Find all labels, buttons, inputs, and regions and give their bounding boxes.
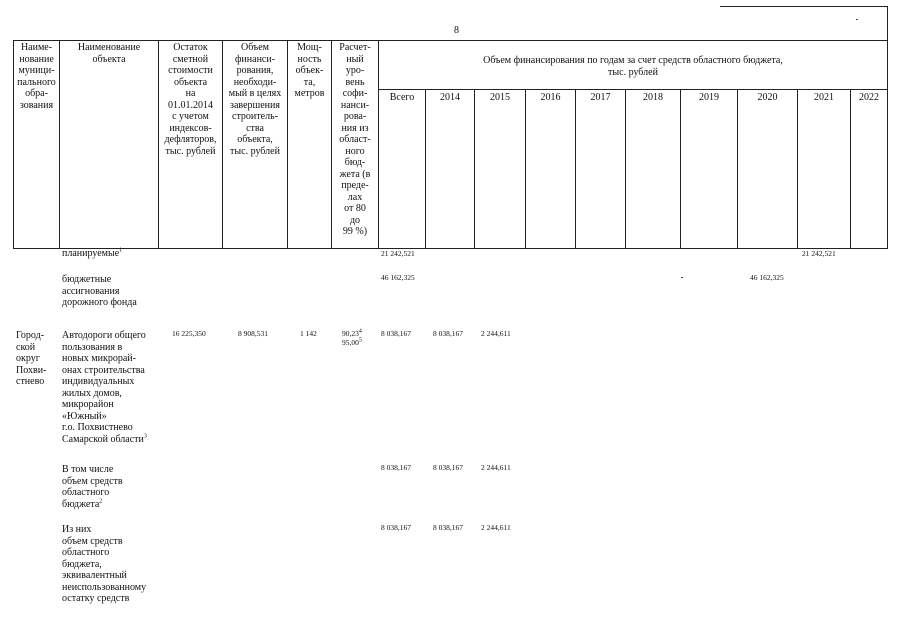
page-number: 8 — [454, 25, 459, 36]
header-capacity: Мощ- ность объек- та, метров — [294, 42, 325, 99]
scan-dot — [681, 277, 683, 278]
row-main-2014: 8 038,167 — [433, 329, 463, 338]
header-year-2020: 2020 — [757, 92, 778, 103]
header-municipality: Наиме- нование муници- пального обра- зования — [17, 42, 56, 111]
header-financing-title: Объем финансирования по годам за счет средств областного бюджета, тыс. рублей — [483, 55, 783, 78]
row-planned-label: планируемые$^1$ — [62, 247, 123, 259]
col-line — [737, 89, 738, 249]
header-year-2022: 2022 — [859, 92, 879, 103]
row-main-remaining: 16 225,350 — [172, 329, 206, 338]
header-year-2014: 2014 — [440, 92, 460, 103]
col-line — [680, 89, 681, 249]
table-right-border — [887, 6, 888, 249]
row-of-them-total: 8 038,167 — [381, 523, 411, 532]
header-level: Расчет- ный уро- вень софи- нанси- рова- ния из област- ного бюд- жета (в преде- лах от 80 до 99 %) — [339, 42, 371, 237]
row-main-object-name: Автодороги общего пользования в новых микрорай- онах строительства индивидуальных жилых домов, микрорайон «Южный» г.о. Похвистнево Самарской области$^3$ — [62, 330, 147, 445]
page-top-right-line — [720, 6, 888, 7]
row-planned-total: 21 242,521 — [381, 249, 415, 258]
row-main-volume: 8 908,531 — [238, 329, 268, 338]
header-object: Наименование объекта — [77, 42, 141, 65]
col-line — [59, 40, 60, 249]
row-main-2015: 2 244,611 — [481, 329, 511, 338]
header-bottom-border — [13, 248, 888, 249]
row-main-total: 8 038,167 — [381, 329, 411, 338]
header-year-2018: 2018 — [643, 92, 663, 103]
header-split-line — [378, 89, 888, 90]
header-total: Всего — [389, 92, 415, 103]
col-line — [850, 89, 851, 249]
row-main-capacity: 1 142 — [300, 329, 317, 338]
col-line — [797, 89, 798, 249]
header-year-2015: 2015 — [490, 92, 510, 103]
row-road-fund-total: 46 162,325 — [381, 273, 415, 282]
row-main-level-1: 90,23$^4$ — [342, 328, 362, 338]
row-including-2015: 2 244,611 — [481, 463, 511, 472]
header-year-2019: 2019 — [699, 92, 719, 103]
header-volume: Объем финанси- рования, необходи- мый в целях завершения строитель- ства объекта, тыс. рублей — [228, 42, 282, 157]
row-main-municipality: Город- ской округ Похви- стнево — [16, 330, 47, 387]
row-main-level-2: 95,00$^5$ — [342, 337, 362, 347]
row-of-them-label: Из них объем средств областного бюджета, эквивалентный неиспользованному остатку средств — [62, 524, 147, 604]
col-line — [474, 89, 475, 249]
row-including-label: В том числе объем средств областного бюджета$^2$ — [62, 464, 123, 510]
row-road-fund-label: бюджетные ассигнования дорожного фонда — [62, 274, 137, 308]
col-line — [525, 89, 526, 249]
row-of-them-2014: 8 038,167 — [433, 523, 463, 532]
row-including-2014: 8 038,167 — [433, 463, 463, 472]
col-line — [575, 89, 576, 249]
col-line — [425, 89, 426, 249]
col-line — [625, 89, 626, 249]
header-remaining: Остаток сметной стоимости объекта на 01.01.2014 с учетом индексов- дефляторов, тыс. рублей — [164, 42, 217, 157]
scan-dot — [856, 19, 858, 20]
header-year-2017: 2017 — [590, 92, 611, 103]
header-year-2021: 2021 — [814, 92, 834, 103]
row-including-total: 8 038,167 — [381, 463, 411, 472]
row-road-fund-2020: 46 162,325 — [750, 273, 784, 282]
row-of-them-2015: 2 244,611 — [481, 523, 511, 532]
header-year-2016: 2016 — [540, 92, 561, 103]
table-top-border — [13, 40, 888, 41]
row-planned-2021: 21 242,521 — [802, 249, 836, 258]
